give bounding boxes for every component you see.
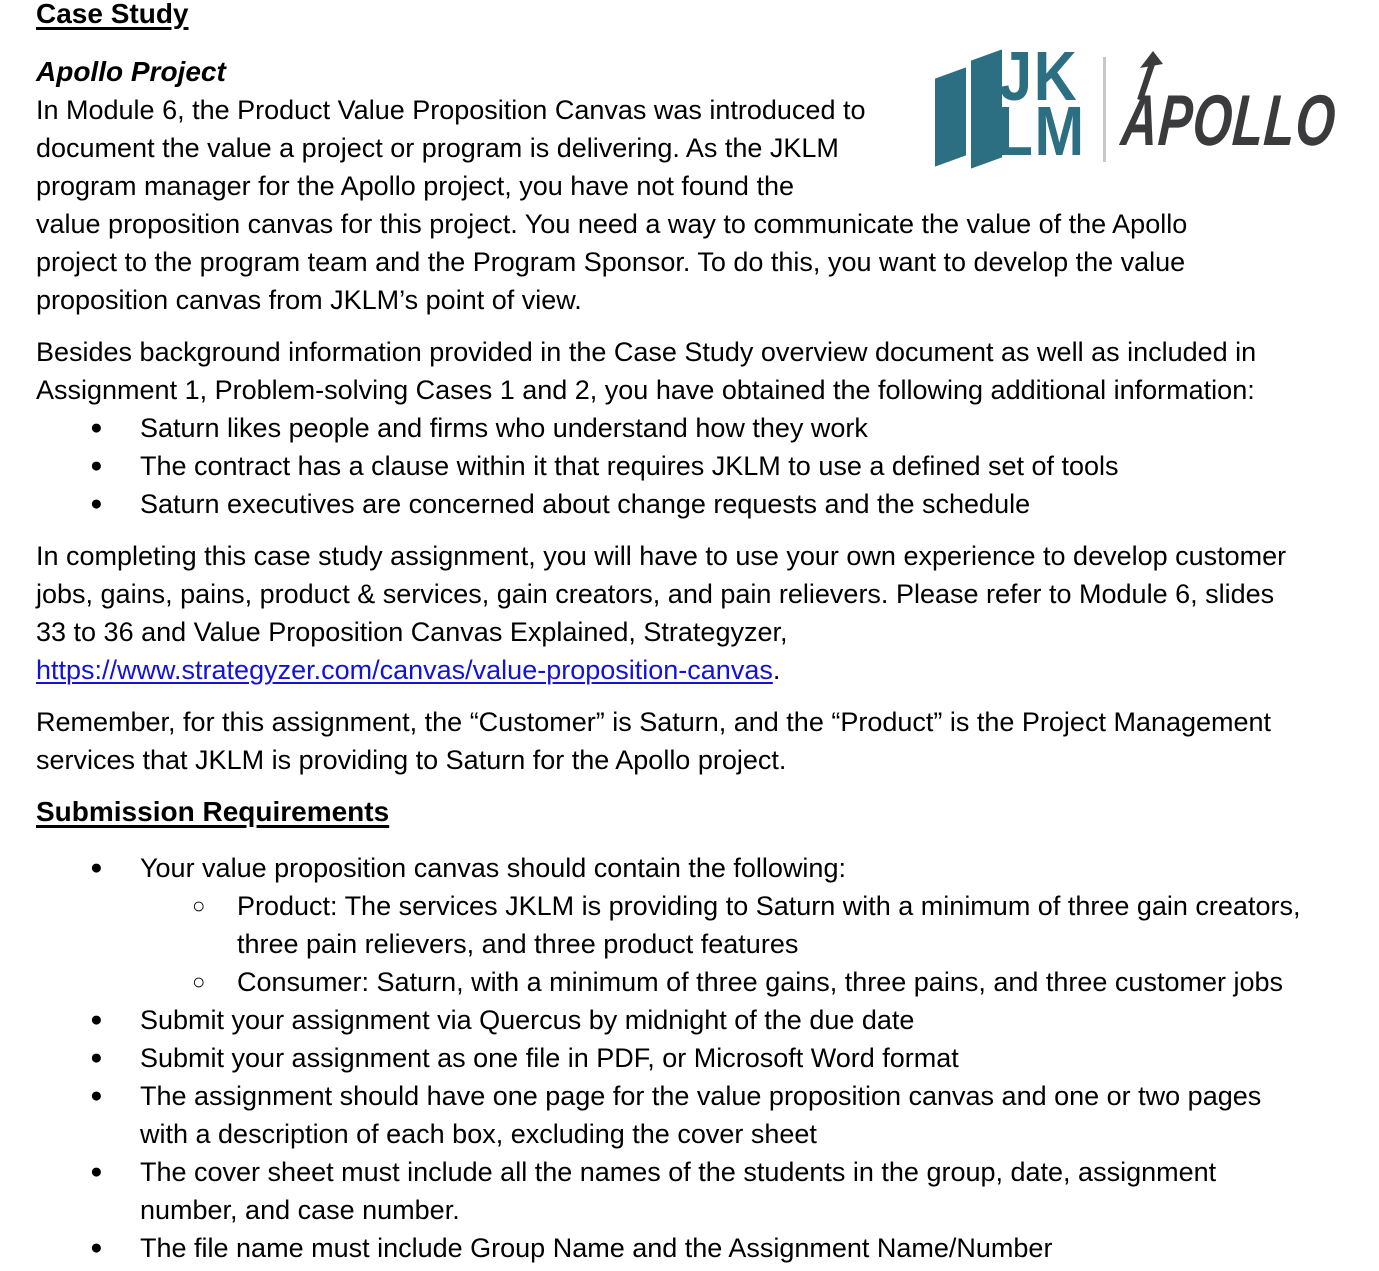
list-item <box>36 849 1345 887</box>
list-item-text: Saturn executives are concerned about change requests and the schedule <box>140 489 1031 519</box>
jklm-logo-lm: LM <box>996 92 1086 170</box>
list-item-text: three pain relievers, and three product features <box>237 929 799 959</box>
link-line <box>36 651 1345 689</box>
list-item-text: Saturn likes people and firms who understand how they work <box>140 413 868 443</box>
bullet-dot-icon: ● <box>90 492 103 515</box>
paragraph-line: Assignment 1, Problem-solving Cases 1 and 2, you have obtained the following additional information: <box>36 375 1255 405</box>
apollo-wordmark: APOLLO <box>1118 81 1339 161</box>
bullet-circle-icon: ○ <box>192 969 206 994</box>
paragraph-line: services that JKLM is providing to Saturn for the Apollo project. <box>36 745 787 775</box>
bullet-dot-icon: ● <box>90 1236 103 1259</box>
list-item-text: The contract has a clause within it that requires JKLM to use a defined set of tools <box>140 451 1119 481</box>
list-item-text: Product: The services JKLM is providing to Saturn with a minimum of three gain creators, <box>237 891 1301 921</box>
jklm-apollo-logo <box>933 37 1353 187</box>
jklm-logo-jk: JK <box>999 37 1079 115</box>
besides-paragraph <box>36 333 1345 409</box>
list-sub-item <box>36 887 1345 963</box>
list-item-text: number, and case number. <box>140 1195 460 1225</box>
list-item-text: Submit your assignment via Quercus by midnight of the due date <box>140 1005 915 1035</box>
paragraph-line: 33 to 36 and Value Proposition Canvas Explained, Strategyzer, <box>36 617 788 647</box>
paragraph-line: Besides background information provided in the Case Study overview document as well as included in <box>36 337 1257 367</box>
logo-parallelogram-left-icon <box>935 67 966 166</box>
submission-requirements-heading <box>36 795 1345 829</box>
bullet-dot-icon: ● <box>90 1084 103 1107</box>
link-trailing-period: . <box>772 655 781 685</box>
apollo-project-heading: Apollo Project <box>36 56 226 87</box>
completing-paragraph <box>36 537 1345 689</box>
bullet-dot-icon: ● <box>90 416 103 439</box>
paragraph-line: jobs, gains, pains, product & services, gain creators, and pain relievers. Please refer to Module 6, slides <box>36 579 1275 609</box>
paragraph-line: In completing this case study assignment, you will have to use your own experience to develop customer <box>36 541 1287 571</box>
list-item-text: Submit your assignment as one file in PDF, or Microsoft Word format <box>140 1043 959 1073</box>
strategyzer-link[interactable]: https://www.strategyzer.com/canvas/value-proposition-canvas <box>36 655 773 685</box>
submission-requirements-heading-text: Submission Requirements <box>36 796 390 827</box>
list-item <box>36 1001 1345 1039</box>
list-item-text: The cover sheet must include all the names of the students in the group, date, assignment <box>140 1157 1217 1187</box>
paragraph-line: project to the program team and the Program Sponsor. To do this, you want to develop the value <box>36 247 1186 277</box>
list-item-text: Consumer: Saturn, with a minimum of three gains, three pains, and three customer jobs <box>237 967 1283 997</box>
submission-requirements-list <box>36 849 1345 1267</box>
case-study-heading <box>36 0 1345 31</box>
jklm-logo-letters <box>996 37 1086 170</box>
bullet-dot-icon: ● <box>90 1008 103 1031</box>
paragraph-line: In Module 6, the Product Value Proposition Canvas was introduced to <box>36 95 866 125</box>
list-item-text: The file name must include Group Name and the Assignment Name/Number <box>140 1233 1053 1263</box>
bullet-dot-icon: ● <box>90 856 103 879</box>
paragraph-line: Remember, for this assignment, the “Customer” is Saturn, and the “Product” is the Project Management <box>36 707 1272 737</box>
paragraph-line: value proposition canvas for this project. You need a way to communicate the value of the Apollo <box>36 209 1188 239</box>
bullet-dot-icon: ● <box>90 1160 103 1183</box>
list-item-text: The assignment should have one page for the value proposition canvas and one or two pages <box>140 1081 1262 1111</box>
case-study-heading-text: Case Study <box>36 0 189 29</box>
list-item-text: Your value proposition canvas should contain the following: <box>140 853 846 883</box>
paragraph-line: program manager for the Apollo project, you have not found the <box>36 171 794 201</box>
paragraph-line: proposition canvas from JKLM’s point of view. <box>36 285 582 315</box>
bullet-dot-icon: ● <box>90 454 103 477</box>
list-item <box>36 1039 1345 1077</box>
bullet-dot-icon: ● <box>90 1046 103 1069</box>
list-item <box>36 485 1345 523</box>
paragraph-line: document the value a project or program is delivering. As the JKLM <box>36 133 839 163</box>
list-item <box>36 447 1345 485</box>
list-item <box>36 1077 1345 1153</box>
additional-info-list <box>36 409 1345 523</box>
list-item <box>36 409 1345 447</box>
remember-paragraph <box>36 703 1345 779</box>
list-item <box>36 1229 1345 1267</box>
list-sub-item <box>36 963 1345 1001</box>
logo-divider <box>1103 57 1106 162</box>
bullet-circle-icon: ○ <box>192 893 206 918</box>
list-item-text: with a description of each box, excluding the cover sheet <box>140 1119 817 1149</box>
list-item <box>36 1153 1345 1229</box>
